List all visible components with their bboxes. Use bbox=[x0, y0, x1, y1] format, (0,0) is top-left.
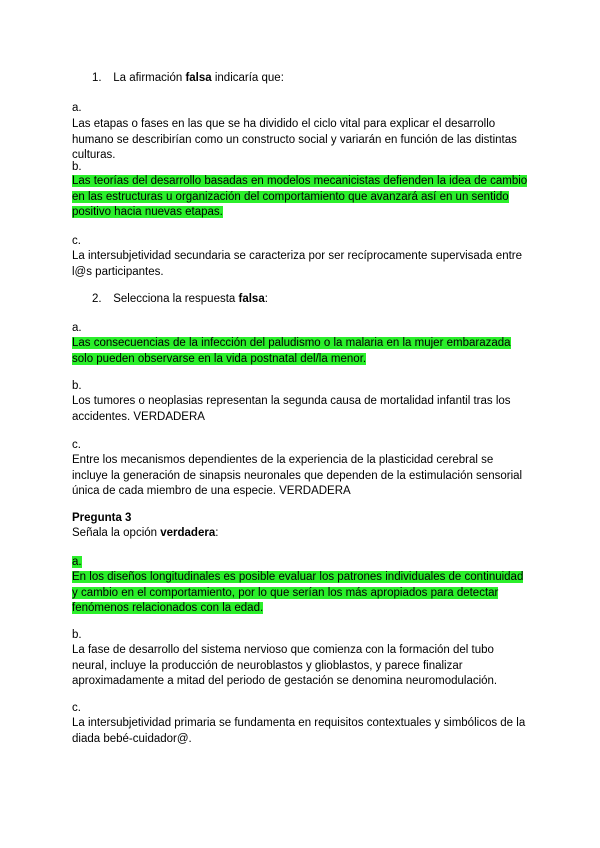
question-1-number: 1. bbox=[92, 72, 102, 84]
q1-option-a-content: Las etapas o fases en las que se ha dividido el ciclo vital para explicar el desarrollo humano se describirían como un constructo social y variarán en función de las distintas culturas. bbox=[72, 118, 517, 162]
q1-option-b-letter: b. bbox=[72, 161, 82, 173]
question-2-bold: falsa bbox=[238, 293, 265, 305]
q1-option-c-text bbox=[72, 249, 530, 280]
q3-option-c-content: La intersubjetividad primaria se fundamenta en requisitos contextuales y simbólicos de la diada bebé-cuidador@. bbox=[72, 717, 526, 745]
q3-option-a-content: En los diseños longitudinales es posible evaluar los patrones individuales de continuidad y cambio en el comportamiento, por lo que serían los más apropiados para detectar fenómenos relacionados con la edad. bbox=[72, 571, 524, 615]
q2-option-a-content: Las consecuencias de la infección del paludismo o la malaria en la mujer embarazada solo pueden observarse en la vida postnatal del/la menor. bbox=[72, 337, 511, 365]
q3-option-a-text bbox=[72, 570, 530, 617]
question-1-title bbox=[92, 72, 284, 84]
q3-option-a-letter bbox=[72, 556, 82, 568]
q1-option-b-content: Las teorías del desarrollo basadas en modelos mecanicistas defienden la idea de cambio en las estructuras u organización del comportamiento que avanzará así en un sentido positivo hacia nuevas etapas. bbox=[72, 175, 528, 219]
q2-option-c-letter: c. bbox=[72, 439, 81, 451]
question-2-number: 2. bbox=[92, 293, 102, 305]
q3-option-b-text bbox=[72, 643, 530, 690]
q2-option-b-letter: b. bbox=[72, 380, 82, 392]
question-3-title bbox=[72, 527, 218, 539]
q2-option-b-text bbox=[72, 394, 530, 425]
q1-option-a-text bbox=[72, 117, 530, 164]
q3-option-c-letter: c. bbox=[72, 702, 81, 714]
question-2-prefix: Selecciona la respuesta bbox=[113, 293, 239, 305]
question-1-bold: falsa bbox=[185, 72, 212, 84]
question-1-suffix: indicaría que: bbox=[211, 72, 284, 84]
question-3-prefix: Señala la opción bbox=[72, 527, 161, 539]
q3-option-c-text bbox=[72, 716, 530, 747]
question-1-prefix: La afirmación bbox=[113, 72, 186, 84]
q1-option-c-content: La intersubjetividad secundaria se caracteriza por ser recíprocamente supervisada entre l@s participantes. bbox=[72, 250, 523, 278]
q3-option-b-content: La fase de desarrollo del sistema nervioso que comienza con la formación del tubo neural, incluye la producción de neuroblastos y glioblastos, y parece finalizar aproximadamente a mitad del periodo de gestación se denomina neuromodulación. bbox=[72, 644, 498, 688]
q2-option-b-content: Los tumores o neoplasias representan la segunda causa de mortalidad infantil tras los accidentes. VERDADERA bbox=[72, 395, 511, 423]
question-3-heading-text: Pregunta 3 bbox=[72, 512, 132, 524]
q2-option-c-text bbox=[72, 453, 530, 500]
q1-option-c-letter: c. bbox=[72, 235, 81, 247]
q1-option-b-text bbox=[72, 174, 530, 221]
q3-option-b-letter: b. bbox=[72, 629, 82, 641]
q2-option-a-text bbox=[72, 336, 530, 367]
q3-option-a-letter-text: a. bbox=[72, 556, 82, 568]
q2-option-c-content: Entre los mecanismos dependientes de la experiencia de la plasticidad cerebral se incluye la generación de sinapsis neuronales que dependen de la estimulación sensorial única de cada miembro de una especie. VERDADERA bbox=[72, 454, 523, 498]
question-3-suffix: : bbox=[215, 527, 219, 539]
question-2-title bbox=[92, 293, 268, 305]
question-3-heading bbox=[72, 512, 131, 524]
question-2-suffix: : bbox=[264, 293, 268, 305]
q2-option-a-letter: a. bbox=[72, 322, 82, 334]
question-3-bold: verdadera bbox=[160, 527, 216, 539]
q1-option-a-letter: a. bbox=[72, 102, 82, 114]
